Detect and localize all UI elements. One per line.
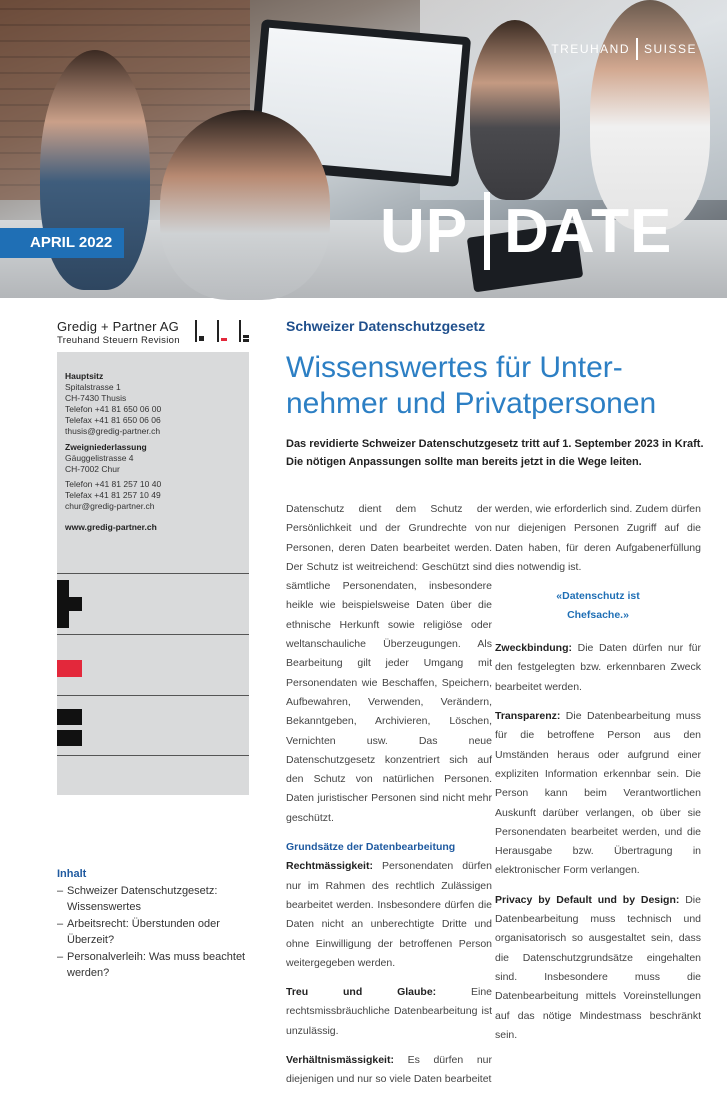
brand-logo xyxy=(551,38,697,60)
article-lead: Das revidierte Schweizer Datenschutzgesetz tritt auf 1. September 2023 in Kraft. Die nötigen Anpassungen sollte man bereits jetzt in die Wege leiten. xyxy=(286,438,704,468)
branch-line: CH-7002 Chur xyxy=(65,464,120,474)
website-link[interactable]: www.gredig-partner.ch xyxy=(65,522,157,532)
logo-block-black-2 xyxy=(57,730,82,746)
hq-line: Telefon +41 81 650 06 00 xyxy=(65,404,162,414)
toc-item[interactable]: – Schweizer Datenschutzgesetz: Wissenswertes xyxy=(57,884,218,913)
toc-item[interactable]: – Arbeitsrecht: Überstunden oder Überzeit? xyxy=(57,917,220,946)
hero-image xyxy=(0,0,727,298)
table-of-contents xyxy=(57,866,257,982)
subheading: Grundsätze der Datenbearbeitung xyxy=(286,841,456,854)
toc-title: Inhalt xyxy=(57,868,87,880)
divider-line xyxy=(57,755,249,756)
toc-item[interactable]: – Personalverleih: Was muss beachtet werden? xyxy=(57,950,246,979)
logo-block-black-bar xyxy=(69,597,82,611)
logo-block-red xyxy=(57,660,82,677)
person-man-glasses xyxy=(160,110,330,300)
divider-line xyxy=(57,695,249,696)
brand-left: TREUHAND xyxy=(551,42,630,56)
pull-quote: «Datenschutz ist Chefsache.» xyxy=(556,590,640,622)
hq-email[interactable]: thusis@gredig-partner.ch xyxy=(65,426,161,436)
logo-block-black-cross xyxy=(57,580,69,628)
paragraph-principle: Treu und Glaube: Eine rechtsmissbräuchliche Datenbearbeitung ist unzulässig. xyxy=(286,986,492,1037)
update-title xyxy=(380,192,672,270)
company-services: Treuhand Steuern Revision xyxy=(57,335,180,346)
hq-line: CH-7430 Thusis xyxy=(65,393,127,403)
update-left: UP xyxy=(380,196,469,266)
update-right: DATE xyxy=(504,196,673,266)
hq-line: Telefax +41 81 650 06 06 xyxy=(65,415,161,425)
company-name: Gredig + Partner AG xyxy=(57,319,179,334)
brand-divider xyxy=(636,38,638,60)
paragraph-principle: Zweckbindung: Die Daten dürfen nur für den festgelegten bzw. erkennbaren Zweck bearbeitet werden. xyxy=(495,642,701,693)
paragraph-principle: Transparenz: Die Datenbearbeitung muss für die betroffene Person aus den Umständen heraus oder aufgrund einer expliziten Information erkennbar sein. Die Person kann beim Verantwortlichen Auskunft darüber verlangen, ob über sie Personendaten bearbeitet werden, und die Herausgabe bzw. Übertragung in elektronischer Form verlangen. xyxy=(495,710,701,877)
paragraph-intro: Datenschutz dient dem Schutz der Persönlichkeit und der Grundrechte von Personen, deren Daten bearbeitet werden. Der Schutz ist weitreichend: Geschützt sind sämtliche Personendaten, insbesondere heikle wie beispielsweise Daten über die ethnische Herkunft sowie religiöse oder weltanschauliche Überzeugungen. Als Bearbeitung gilt jeder Umgang mit Personendaten wie Beschaffen, Speichern, Aufbewahren, Verwenden, Verändern, Bekanntgeben, Archivieren, Löschen, Vernichten usw. Das neue Datenschutzgesetz konzentriert sich auf den Schutz von natürlichen Personen. Daten juristischer Personen sind nicht mehr geschützt. xyxy=(286,503,492,824)
hq-title: Hauptsitz xyxy=(65,371,104,381)
branch-title: Zweigniederlassung xyxy=(65,442,147,452)
paragraph-continued: werden, wie erforderlich sind. Zudem dürfen nur diejenigen Personen Zugriff auf die Daten haben, für deren Aufgabenerfüllung dies notwendig ist. xyxy=(495,503,701,573)
article-column-1 xyxy=(286,500,492,1100)
paragraph-principle: Rechtmässigkeit: Personendaten dürfen nur im Rahmen des rechtlich Zulässigen bearbeitet werden. Insbesondere dürfen die Daten nicht an unberechtigte Dritte und ohne Einwilligung der betroffenen Person weitergegeben werden. xyxy=(286,860,492,969)
divider-line xyxy=(57,573,249,574)
branch-line: Telefax +41 81 257 10 49 xyxy=(65,490,161,500)
logo-block-black-1 xyxy=(57,709,82,725)
person-woman-back xyxy=(470,20,560,200)
section-title: Schweizer Datenschutzgesetz xyxy=(286,318,486,334)
hq-line: Spitalstrasse 1 xyxy=(65,382,121,392)
branch-line: Gäuggelistrasse 4 xyxy=(65,453,134,463)
date-badge: APRIL 2022 xyxy=(0,228,124,258)
article-headline: Wissenswertes für Unter- nehmer und Privatpersonen xyxy=(286,351,657,420)
branch-email[interactable]: chur@gredig-partner.ch xyxy=(65,501,155,511)
divider-line xyxy=(57,634,249,635)
brand-right: SUISSE xyxy=(643,42,697,56)
article-column-2 xyxy=(495,500,701,1055)
paragraph-principle: Verhältnismässigkeit: Es dürfen nur diejenigen und nur so viele Daten bearbeitet xyxy=(286,1054,492,1086)
company-logo-icon xyxy=(193,320,253,344)
paragraph-principle: Privacy by Default und by Design: Die Datenbearbeitung muss technisch und organisatorisch so ausgestaltet sein, dass die Datenschutzgrundsätze eingehalten sind. Insbesondere muss die Datenbearbeitung mittels Voreinstellungen auf das nötige Mindestmass beschränkt sein. xyxy=(495,893,701,1041)
update-divider xyxy=(484,192,490,270)
branch-line: Telefon +41 81 257 10 40 xyxy=(65,479,162,489)
